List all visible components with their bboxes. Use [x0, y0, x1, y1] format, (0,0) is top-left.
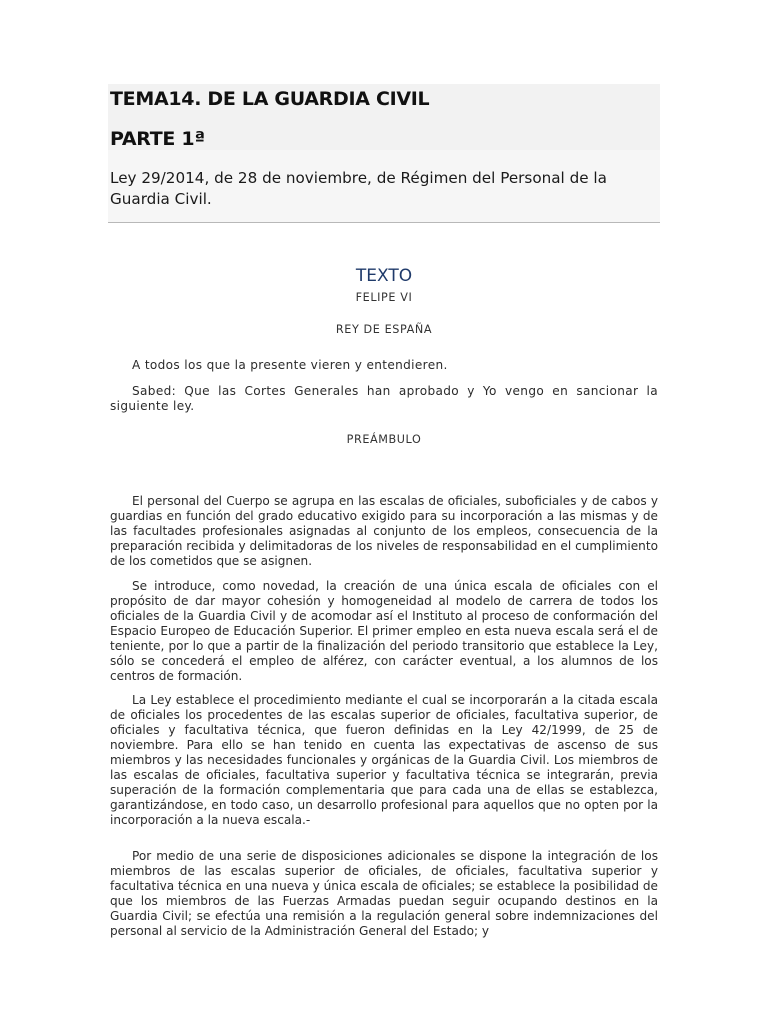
king-name: FELIPE VI	[355, 291, 413, 304]
intro-paragraph-1: A todos los que la presente vieren y entendieren.	[132, 358, 448, 372]
preamble-paragraph-1: El personal del Cuerpo se agrupa en las escalas de oficiales, suboficiales y de cabos y guardias en función del grado educativo exigido para su incorporación a las mismas y de las facultades profesionales asignadas al conjunto de los empleos, consecuencia de la preparación recibida y delimitadoras de los niveles de responsabilidad en el cumplimiento de los cometidos que se asignen.	[110, 494, 658, 568]
preamble-heading: PREÁMBULO	[346, 433, 422, 446]
preamble-paragraph-4: Por medio de una serie de disposiciones adicionales se dispone la integración de los miembros de las escalas superior de oficiales, de oficiales, facultativa superior y facultativa técnica en una nueva y única escala de oficiales; se establece la posibilidad de que los miembros de las Fuerzas Armadas puedan seguir ocupando destinos en la Guardia Civil; se efectúa una remisión a la regulación general sobre indemnizaciones del personal al servicio de la Administración General del Estado; y	[110, 849, 658, 938]
preamble-paragraph-3: La Ley establece el procedimiento mediante el cual se incorporarán a la citada escala de oficiales los procedentes de las escalas superior de oficiales, facultativa superior, de oficiales y facultativa técnica, que fueron definidas en la Ley 42/1999, de 25 de noviembre. Para ello se han tenido en cuenta las expectativas de ascenso de sus miembros y las necesidades funcionales y orgánicas de la Guardia Civil. Los miembros de las escalas de oficiales, facultativa superior y facultativa técnica se integrarán, previa superación de la formación complementaria que para cada una de ellas se establezca, garantizándose, en todo caso, un desarrollo profesional para aquellos que no opten por la incorporación a la nueva escala.-	[110, 693, 658, 827]
document-title: TEMA14. DE LA GUARDIA CIVIL	[110, 88, 430, 110]
document-header	[108, 84, 660, 223]
preamble-paragraph-2: Se introduce, como novedad, la creación de una única escala de oficiales con el propósito de dar mayor cohesión y homogeneidad al modelo de carrera de todos los oficiales de la Guardia Civil y de acomodar así el Instituto al proceso de conformación del Espacio Europeo de Educación Superior. El primer empleo en esta nueva escala será el de teniente, por lo que a partir de la finalización del periodo transitorio que establece la Ley, sólo se concederá el empleo de alférez, con carácter eventual, a los alumnos de los centros de formación.	[110, 579, 658, 683]
law-subtitle: Ley 29/2014, de 28 de noviembre, de Régimen del Personal de la Guardia Civil.	[110, 169, 607, 208]
intro-paragraph-2: Sabed: Que las Cortes Generales han aprobado y Yo vengo en sancionar la siguiente ley.	[110, 384, 658, 413]
part-title: PARTE 1ª	[110, 128, 205, 150]
texto-heading: TEXTO	[355, 266, 413, 286]
king-title: REY DE ESPAÑA	[335, 323, 433, 336]
